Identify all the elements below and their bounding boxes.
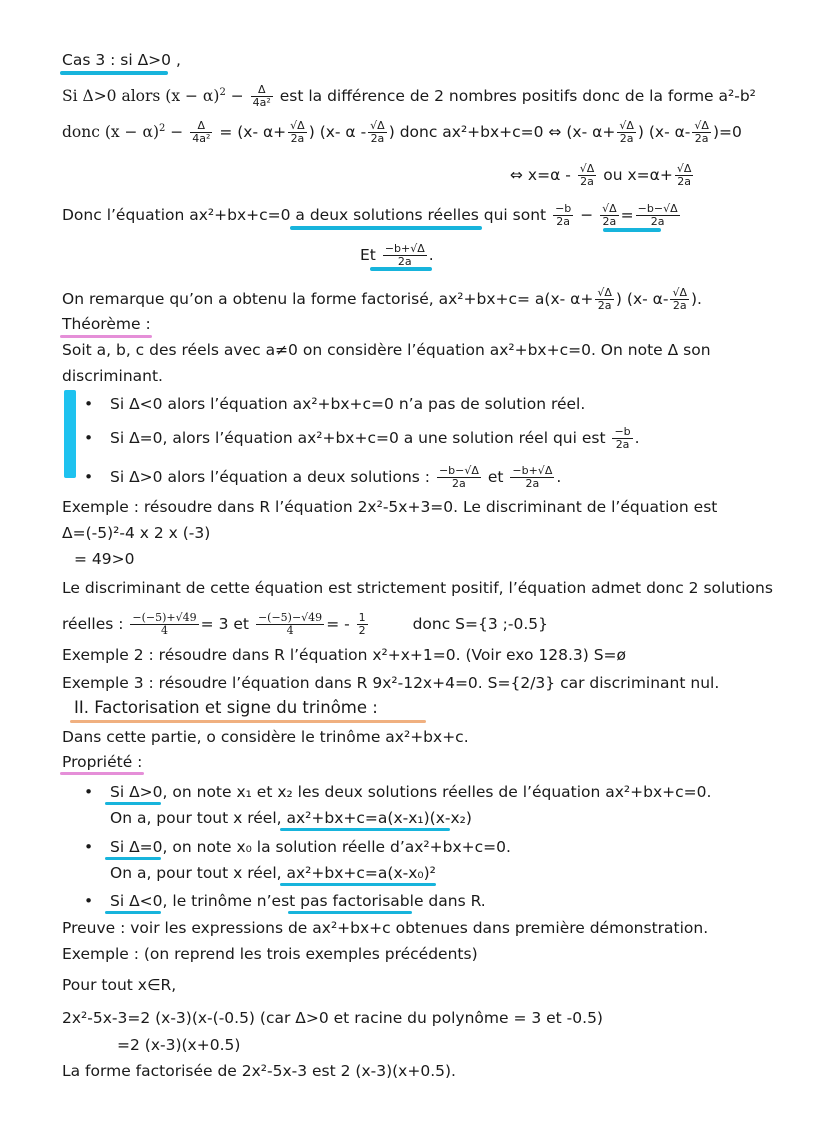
property-highlight bbox=[60, 772, 144, 775]
theorem-title: Théorème : bbox=[62, 315, 151, 333]
case3-line3: ⇔ x=α - $\frac{√\Delta}{2a}$ ou x=α+ $\frac{√\Delta}{2a}$ bbox=[510, 162, 692, 188]
case3-line5: Et $\frac{-b+√\Delta}{2a}$ . bbox=[360, 242, 434, 268]
forall-line: Pour tout x∈R, bbox=[62, 976, 177, 994]
p3-cond-highlight bbox=[105, 911, 161, 914]
case3-heading: Cas 3 : si Δ>0 , bbox=[62, 51, 181, 69]
neg-frac-highlight bbox=[603, 228, 661, 232]
theorem-margin-highlight bbox=[64, 390, 76, 478]
example-line7: Exemple 3 : résoudre l’équation dans R 9x²-12x+4=0. S={2/3} car discriminant nul. bbox=[62, 674, 720, 692]
example-line2: Δ=(-5)²-4 x 2 x (-3) bbox=[62, 524, 211, 542]
theorem-bullet-1: • Si Δ<0 alors l’équation ax²+bx+c=0 n’a pas de solution réel. bbox=[84, 395, 586, 413]
property-title: Propriété : bbox=[62, 753, 143, 771]
factor-line1: 2x²-5x-3=2 (x-3)(x-(-0.5) (car Δ>0 et racine du polynôme = 3 et -0.5) bbox=[62, 1009, 603, 1027]
theorem-highlight bbox=[60, 335, 152, 338]
case3-line2: donc $(x - \alpha)^2$ − $\frac{\Delta}{\text{4a²}}$ = (x- α+ $\frac{√\Delta}{2a}$ ) (x- α - $\frac{√\Delta}{2a}$ ) donc ax²+bx+c=0 ⇔ (x- α+ $\frac{√\Delta}{2a}$ ) (x- α- $\frac{√\Delta}{2a}$ )=0 bbox=[62, 119, 742, 145]
theorem-line2: discriminant. bbox=[62, 367, 163, 385]
property-bullet-1-formula: On a, pour tout x réel, ax²+bx+c=a(x-x₁)(x-x₂) bbox=[110, 809, 472, 827]
section2-intro: Dans cette partie, o considère le trinôme ax²+bx+c. bbox=[62, 728, 469, 746]
factor-line2: =2 (x-3)(x+0.5) bbox=[117, 1036, 241, 1054]
example-line4: Le discriminant de cette équation est strictement positif, l’équation admet donc 2 solutions bbox=[62, 579, 773, 597]
section2-highlight bbox=[70, 720, 426, 723]
p2-cond-highlight bbox=[105, 857, 161, 860]
case3-line6: On remarque qu’on a obtenu la forme factorisé, ax²+bx+c= a(x- α+ $\frac{√\Delta}{2a}$ ) (x- α- $\frac{√\Delta}{2a}$ ). bbox=[62, 286, 702, 312]
theorem-bullet-2: • Si Δ=0, alors l’équation ax²+bx+c=0 a une solution réel qui est $\frac{-b}{2a}$ . bbox=[84, 425, 640, 451]
example-line3: = 49>0 bbox=[74, 550, 135, 568]
example-line5: réelles : $\frac{-(-5)+√49}{4}$ = 3 et $\frac{-(-5)-√49}{4}$ = - $\frac{1}{2}$ donc S={3 ;-0.5} bbox=[62, 611, 548, 637]
section2-title: II. Factorisation et signe du trinôme : bbox=[74, 698, 378, 717]
property-bullet-2: • Si Δ=0, on note x₀ la solution réelle d’ax²+bx+c=0. bbox=[84, 838, 511, 856]
case3-line4: Donc l’équation ax²+bx+c=0 a deux solutions réelles qui sont $\frac{-b}{2a}$ − $\frac{√\Delta}{2a}$ = $\frac{-b-√\Delta}{2a}$ bbox=[62, 202, 678, 228]
p2-formula-highlight bbox=[280, 883, 436, 886]
example-recall: Exemple : (on reprend les trois exemples précédents) bbox=[62, 945, 478, 963]
example-line1: Exemple : résoudre dans R l’équation 2x²-5x+3=0. Le discriminant de l’équation est bbox=[62, 498, 718, 516]
heading-highlight bbox=[60, 71, 168, 75]
p1-cond-highlight bbox=[105, 802, 161, 805]
p1-formula-highlight bbox=[280, 828, 450, 831]
proof-line: Preuve : voir les expressions de ax²+bx+c obtenues dans première démonstration. bbox=[62, 919, 709, 937]
example-line6: Exemple 2 : résoudre dans R l’équation x²+x+1=0. (Voir exo 128.3) S=ø bbox=[62, 646, 627, 664]
theorem-bullet-3: • Si Δ>0 alors l’équation a deux solutions : $\frac{-b-√\Delta}{2a}$ et $\frac{-b+√\Delta}{2a}$ . bbox=[84, 464, 562, 490]
theorem-line1: Soit a, b, c des réels avec a≠0 on considère l’équation ax²+bx+c=0. On note Δ son bbox=[62, 341, 711, 359]
factor-conclusion: La forme factorisée de 2x²-5x-3 est 2 (x-3)(x+0.5). bbox=[62, 1062, 456, 1080]
property-bullet-2-formula: On a, pour tout x réel, ax²+bx+c=a(x-x₀)² bbox=[110, 864, 436, 882]
property-bullet-1: • Si Δ>0, on note x₁ et x₂ les deux solutions réelles de l’équation ax²+bx+c=0. bbox=[84, 783, 712, 801]
case3-line1: Si Δ>0 alors $(x - \alpha)^2$ − $\frac{\Delta}{\text{4a²}}$ est la différence de 2 nombres positifs donc de la forme a²-b² bbox=[62, 83, 756, 109]
p3-pasfact-highlight bbox=[288, 911, 412, 914]
property-bullet-3: • Si Δ<0, le trinôme n’est pas factorisable dans R. bbox=[84, 892, 486, 910]
